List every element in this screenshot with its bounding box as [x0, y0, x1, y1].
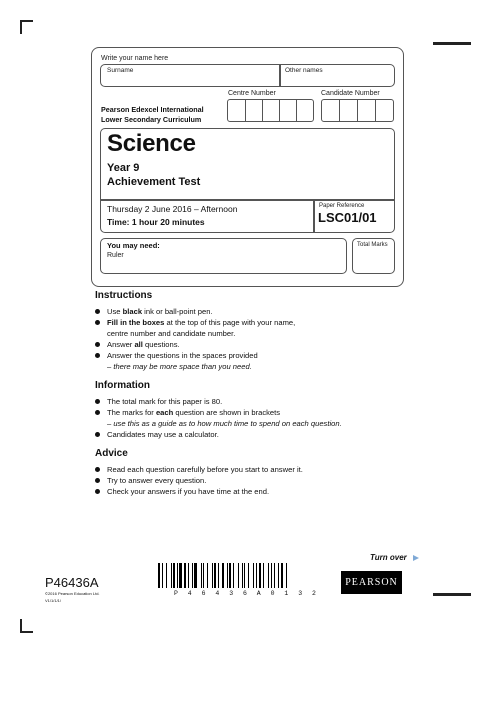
bullet-icon	[95, 342, 100, 347]
barcode-bar	[201, 563, 202, 588]
barcode-bar	[194, 563, 197, 588]
paper-code: P46436A	[45, 575, 99, 590]
exam-board	[101, 105, 204, 125]
list-item: Answer all questions.	[95, 339, 415, 350]
digit-divider	[357, 100, 358, 121]
copyright: ©2016 Pearson Education Ltd.	[45, 591, 100, 596]
list-item: Fill in the boxes at the top of this page with your name, centre number and candidate number.	[95, 317, 415, 339]
paper-ref-label: Paper Reference	[319, 203, 365, 209]
board-line-2: Lower Secondary Curriculum	[101, 115, 202, 124]
barcode-bar	[171, 563, 172, 588]
bullet-icon	[95, 489, 100, 494]
advice-list	[95, 464, 415, 497]
instructions-heading: Instructions	[95, 290, 153, 301]
digit-divider	[245, 100, 246, 121]
pearson-logo	[341, 571, 402, 594]
continuation: centre number and candidate number.	[107, 329, 236, 338]
crop-mark	[20, 631, 33, 633]
barcode-bar	[271, 563, 273, 588]
barcode-bar	[244, 563, 245, 588]
barcode-bar	[203, 563, 204, 588]
centre-number-label: Centre Number	[228, 90, 276, 97]
barcode-bar	[184, 563, 186, 588]
list-item: Candidates may use a calculator.	[95, 429, 425, 440]
turn-over	[370, 553, 419, 562]
paper-ref: LSC01/01	[318, 210, 377, 225]
bullet-icon	[95, 432, 100, 437]
surname-field[interactable]	[100, 64, 395, 87]
equipment-panel	[100, 238, 347, 274]
barcode-bar	[179, 563, 182, 588]
arrow-right-icon	[413, 555, 419, 561]
barcode-bar	[218, 563, 219, 588]
barcode-bar	[263, 563, 264, 588]
barcode-bar	[268, 563, 269, 588]
test-name: Achievement Test	[107, 176, 201, 188]
board-line-1: Pearson Edexcel International	[101, 105, 204, 114]
edge-mark	[433, 593, 471, 596]
barcode-bar	[214, 563, 216, 588]
edge-mark	[433, 42, 471, 45]
barcode	[158, 563, 333, 588]
candidate-number-field[interactable]	[321, 99, 394, 122]
instructions-list	[95, 306, 415, 372]
centre-number-field[interactable]	[227, 99, 314, 122]
barcode-bar	[227, 563, 228, 588]
barcode-bar	[212, 563, 213, 588]
barcode-bar	[162, 563, 163, 588]
barcode-bar	[233, 563, 234, 588]
time-line: Time: 1 hour 20 minutes	[107, 217, 205, 227]
barcode-bar	[229, 563, 231, 588]
year-label: Year 9	[107, 162, 140, 174]
surname-label: Surname	[107, 67, 134, 74]
print-code: V1/1/1/1/	[45, 598, 62, 603]
barcode-bar	[286, 563, 288, 588]
brand-name: PEARSON	[345, 577, 398, 588]
total-marks-label: Total Marks	[357, 242, 388, 248]
turn-over-label: Turn over	[370, 553, 407, 562]
ref-divider	[313, 199, 315, 233]
barcode-bar	[192, 563, 193, 588]
write-name-label: Write your name here	[101, 55, 169, 62]
barcode-bar	[207, 563, 208, 588]
barcode-bar	[238, 563, 239, 588]
barcode-bar	[259, 563, 261, 588]
barcode-bar	[281, 563, 284, 588]
equipment-item: Ruler	[107, 252, 124, 259]
barcode-bar	[256, 563, 258, 588]
bullet-icon	[95, 467, 100, 472]
barcode-bar	[166, 563, 167, 588]
digit-divider	[339, 100, 340, 121]
digit-divider	[279, 100, 280, 121]
digit-divider	[296, 100, 297, 121]
information-list	[95, 396, 425, 440]
barcode-bar	[242, 563, 243, 588]
list-item: Check your answers if you have time at the end.	[95, 486, 415, 497]
bullet-icon	[95, 353, 100, 358]
subject-title: Science	[107, 130, 196, 157]
list-item: Read each question carefully before you start to answer it.	[95, 464, 415, 475]
barcode-bar	[177, 563, 178, 588]
barcode-bar	[253, 563, 254, 588]
barcode-bar	[188, 563, 189, 588]
digit-divider	[262, 100, 263, 121]
barcode-bar	[222, 563, 225, 588]
total-marks-field[interactable]	[352, 238, 395, 274]
barcode-bar	[248, 563, 249, 588]
you-may-need-label: You may need:	[107, 241, 160, 250]
information-heading: Information	[95, 380, 150, 391]
list-item: The marks for each question are shown in brackets – use this as a guide as to how much time to spend on each question.	[95, 407, 425, 429]
candidate-number-label: Candidate Number	[321, 90, 380, 97]
barcode-bar	[158, 563, 160, 588]
continuation: – use this as a guide as to how much time to spend on each question.	[107, 419, 342, 428]
list-item: Try to answer every question.	[95, 475, 415, 486]
crop-mark	[20, 20, 33, 22]
title-panel	[100, 128, 395, 233]
digit-divider	[375, 100, 376, 121]
barcode-bar	[274, 563, 275, 588]
title-divider	[101, 199, 394, 201]
crop-mark	[20, 20, 22, 34]
barcode-text: P 4 6 4 3 6 A 0 1 3 2	[174, 590, 319, 597]
bullet-icon	[95, 478, 100, 483]
list-item: The total mark for this paper is 80.	[95, 396, 425, 407]
advice-heading: Advice	[95, 448, 128, 459]
name-divider	[279, 65, 281, 86]
bullet-icon	[95, 309, 100, 314]
list-item: Use black ink or ball-point pen.	[95, 306, 415, 317]
continuation: – there may be more space than you need.	[107, 362, 252, 371]
barcode-bar	[278, 563, 279, 588]
list-item: Answer the questions in the spaces provided – there may be more space than you need.	[95, 350, 415, 372]
barcode-bar	[173, 563, 175, 588]
bullet-icon	[95, 410, 100, 415]
date-line: Thursday 2 June 2016 – Afternoon	[107, 204, 238, 214]
bullet-icon	[95, 320, 100, 325]
bullet-icon	[95, 399, 100, 404]
other-names-label: Other names	[285, 67, 323, 74]
